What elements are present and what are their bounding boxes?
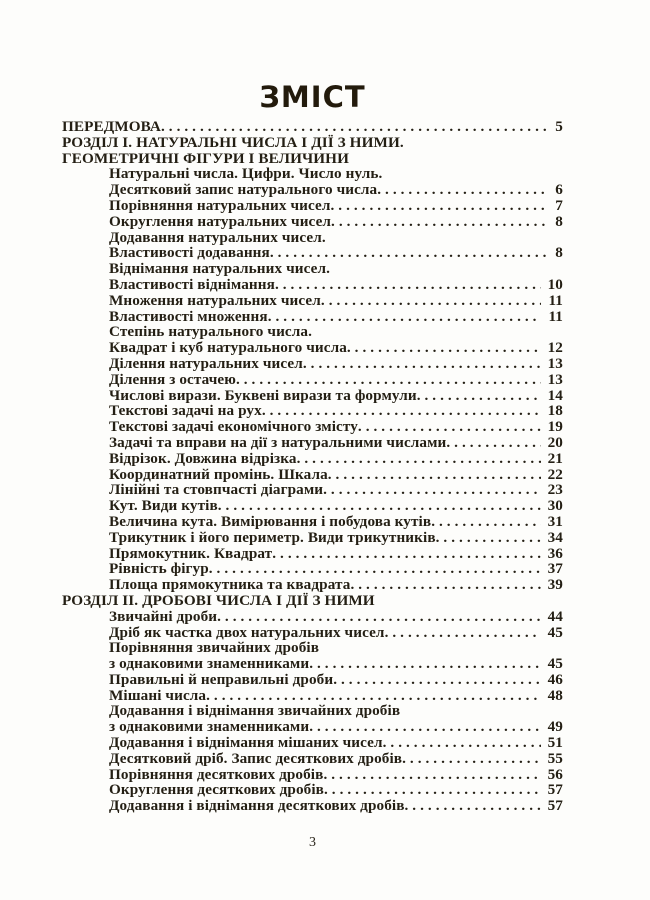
toc-row <box>62 577 563 593</box>
toc-entry-label: Прямокутник. Квадрат <box>109 544 273 562</box>
dot-leader <box>236 372 541 388</box>
toc-entry-page-number: 11 <box>548 291 563 309</box>
toc-row <box>62 514 563 530</box>
toc-row <box>62 277 563 293</box>
toc-row <box>62 609 563 625</box>
dot-leader <box>206 688 541 704</box>
toc-entry-label: Порівняння натуральних чисел <box>109 196 331 214</box>
toc-row <box>62 767 563 783</box>
dot-leader <box>272 546 540 562</box>
toc-entry-label: ПЕРЕДМОВА <box>62 118 161 135</box>
toc-entry-label: Площа прямокутника та квадрата <box>109 576 351 594</box>
toc-entry-page-number: 30 <box>547 497 563 515</box>
toc-entry-label: Властивості додавання <box>109 244 270 262</box>
toc-entry-page-number: 10 <box>547 275 563 293</box>
toc-entry-page-number: 56 <box>547 765 563 783</box>
dot-leader <box>217 609 540 625</box>
dot-leader <box>275 277 541 293</box>
toc-entry-label: Відрізок. Довжина відрізка <box>109 449 297 467</box>
dot-leader <box>347 340 541 356</box>
toc-row <box>62 561 563 577</box>
toc-entry-page-number: 57 <box>547 781 563 799</box>
dot-leader <box>323 767 540 783</box>
toc-entry-page-number: 8 <box>555 212 563 230</box>
toc-entry-page-number: 55 <box>547 749 563 767</box>
toc-entry-page-number: 39 <box>547 576 563 594</box>
toc-entry-label: Числові вирази. Буквені вирази та формули <box>109 386 417 404</box>
toc-entry-label: Додавання і віднімання звичайних дробів <box>109 702 401 720</box>
toc-entry-label: Додавання натуральних чисел. <box>109 228 326 246</box>
dot-leader <box>262 403 541 419</box>
toc-entry-label: Рівність фігур <box>109 560 209 578</box>
toc-entry-label: Віднімання натуральних чисел. <box>109 260 330 278</box>
toc-entry-page-number: 5 <box>555 118 563 135</box>
toc-entry-page-number: 22 <box>547 465 563 483</box>
toc-row <box>62 119 563 135</box>
toc-row <box>62 656 563 672</box>
dot-leader <box>297 451 541 467</box>
toc-entry-page-number: 12 <box>547 339 563 357</box>
toc-entry-page-number: 49 <box>547 718 563 736</box>
dot-leader <box>270 245 548 261</box>
toc-row <box>62 719 563 735</box>
toc-row <box>62 135 563 151</box>
toc-row <box>62 688 563 704</box>
dot-leader <box>377 182 548 198</box>
toc-entry-label: Лінійні та стовпчасті діаграми <box>109 481 324 499</box>
toc-row <box>62 798 563 814</box>
dot-leader <box>383 735 541 751</box>
toc-entry-label: Текстові задачі на рух <box>109 402 262 420</box>
dot-leader <box>328 467 541 483</box>
dot-leader <box>309 719 540 735</box>
toc-entry-page-number: 21 <box>547 449 563 467</box>
toc-entry-page-number: 48 <box>547 686 563 704</box>
toc-entry-label: Правильні й неправильні дроби <box>109 670 334 688</box>
toc-row <box>62 214 563 230</box>
toc-row <box>62 261 563 277</box>
toc-row <box>62 419 563 435</box>
dot-leader <box>303 356 541 372</box>
toc-entry-label: Текстові задачі економічного змісту <box>109 418 358 436</box>
dot-leader <box>358 419 541 435</box>
toc-entry-page-number: 19 <box>547 418 563 436</box>
toc-entry-page-number: 11 <box>548 307 563 325</box>
toc-row <box>62 340 563 356</box>
dot-leader <box>324 782 541 798</box>
toc-entry-label: РОЗДІЛ ІІ. ДРОБОВІ ЧИСЛА І ДІЇ З НИМИ <box>62 591 375 609</box>
toc-entry-page-number: 46 <box>547 670 563 688</box>
toc-row <box>62 230 563 246</box>
page-number: 3 <box>309 835 316 850</box>
dot-leader <box>323 482 540 498</box>
toc-entry-page-number: 20 <box>547 433 563 451</box>
toc-row <box>62 293 563 309</box>
toc-row <box>62 751 563 767</box>
dot-leader <box>402 751 541 767</box>
toc-entry-page-number: 13 <box>547 370 563 388</box>
toc-entry-label: Задачі та вправи на дії з натуральними числами <box>109 433 447 451</box>
toc-row <box>62 372 563 388</box>
toc-row <box>62 482 563 498</box>
toc-entry-label: Додавання і віднімання мішаних чисел <box>109 734 383 752</box>
toc-entry-page-number: 8 <box>555 244 563 262</box>
toc-entry-label: Властивості віднімання <box>109 275 275 293</box>
toc-row <box>62 182 563 198</box>
dot-leader <box>350 577 540 593</box>
toc-entry-page-number: 57 <box>547 797 563 815</box>
toc-entry-page-number: 7 <box>555 196 563 214</box>
dot-leader <box>436 530 541 546</box>
dot-leader <box>161 119 548 135</box>
toc-row <box>62 498 563 514</box>
toc-entry-page-number: 37 <box>547 560 563 578</box>
page-title: ЗМІСТ <box>259 80 366 114</box>
dot-leader <box>417 388 541 404</box>
toc-row <box>62 546 563 562</box>
toc-entry-label: Порівняння звичайних дробів <box>109 639 320 657</box>
toc-entry-label: Мішані числа <box>109 686 207 704</box>
toc-entry-page-number: 36 <box>547 544 563 562</box>
toc-entry-label: Степінь натурального числа. <box>109 323 312 341</box>
toc-entry-label: Округлення десяткових дробів <box>109 781 324 799</box>
toc-entry-page-number: 6 <box>555 181 563 199</box>
toc-entry-page-number: 51 <box>547 734 563 752</box>
toc-entry-label: Ділення з остачею <box>109 370 236 388</box>
toc-entry-label: Ділення натуральних чисел <box>109 354 303 372</box>
dot-leader <box>446 435 540 451</box>
toc-entry-label: з однаковими знаменниками <box>109 655 310 673</box>
toc-row <box>62 166 563 182</box>
toc-entry-label: з однаковими знаменниками <box>109 718 310 736</box>
toc-entry-label: Порівняння десяткових дробів <box>109 765 324 783</box>
toc-row <box>62 625 563 641</box>
toc-entry-page-number: 13 <box>547 354 563 372</box>
toc-row <box>62 703 563 719</box>
toc-entry-label: Властивості множення <box>109 307 268 325</box>
toc-entry-label: ГЕОМЕТРИЧНІ ФІГУРИ І ВЕЛИЧИНИ <box>62 149 349 167</box>
toc-entry-label: Множення натуральних чисел <box>109 291 321 309</box>
toc-entry-label: Звичайні дроби <box>109 607 218 625</box>
dot-leader <box>209 561 541 577</box>
toc-row <box>62 403 563 419</box>
toc-row <box>62 388 563 404</box>
toc-row <box>62 198 563 214</box>
toc-entry-label: Десятковий дріб. Запис десяткових дробів <box>109 749 403 767</box>
toc-row <box>62 324 563 340</box>
toc-entry-label: Дріб як частка двох натуральних чисел <box>109 623 385 641</box>
toc-entry-page-number: 18 <box>547 402 563 420</box>
toc-row <box>62 309 563 325</box>
toc-row <box>62 735 563 751</box>
toc-entry-page-number: 45 <box>547 655 563 673</box>
toc-entry-label: Додавання і віднімання десяткових дробів <box>109 797 405 815</box>
dot-leader <box>385 625 541 641</box>
dot-leader <box>330 198 548 214</box>
toc-entry-label: Натуральні числа. Цифри. Число нуль. <box>109 165 383 183</box>
dot-leader <box>268 309 542 325</box>
toc-row <box>62 435 563 451</box>
toc-row <box>62 530 563 546</box>
dot-leader <box>431 514 540 530</box>
toc-entry-page-number: 44 <box>547 607 563 625</box>
toc-entry-label: Десятковий запис натурального числа <box>109 181 378 199</box>
dot-leader <box>309 656 540 672</box>
toc-row <box>62 451 563 467</box>
toc-row <box>62 672 563 688</box>
toc-entry-label: РОЗДІЛ І. НАТУРАЛЬНІ ЧИСЛА І ДІЇ З НИМИ. <box>62 133 404 151</box>
dot-leader <box>333 672 540 688</box>
toc-list <box>62 119 563 814</box>
toc-row <box>62 467 563 483</box>
toc-row <box>62 640 563 656</box>
dot-leader <box>331 214 548 230</box>
toc-entry-page-number: 45 <box>547 623 563 641</box>
toc-entry-label: Квадрат і куб натурального числа <box>109 339 347 357</box>
toc-entry-label: Величина кута. Вимірювання і побудова кутів <box>109 512 432 530</box>
dot-leader <box>405 798 541 814</box>
toc-entry-page-number: 14 <box>547 386 563 404</box>
toc-entry-label: Координатний промінь. Шкала <box>109 465 328 483</box>
dot-leader <box>218 498 541 514</box>
toc-entry-page-number: 34 <box>547 528 563 546</box>
dot-leader <box>321 293 542 309</box>
toc-row <box>62 151 563 167</box>
toc-row <box>62 245 563 261</box>
toc-entry-page-number: 31 <box>547 512 563 530</box>
toc-row <box>62 782 563 798</box>
toc-row <box>62 593 563 609</box>
toc-entry-label: Трикутник і його периметр. Види трикутників <box>109 528 436 546</box>
toc-row <box>62 356 563 372</box>
toc-entry-label: Кут. Види кутів <box>109 497 218 515</box>
toc-entry-label: Округлення натуральних чисел <box>109 212 332 230</box>
toc-entry-page-number: 23 <box>547 481 563 499</box>
